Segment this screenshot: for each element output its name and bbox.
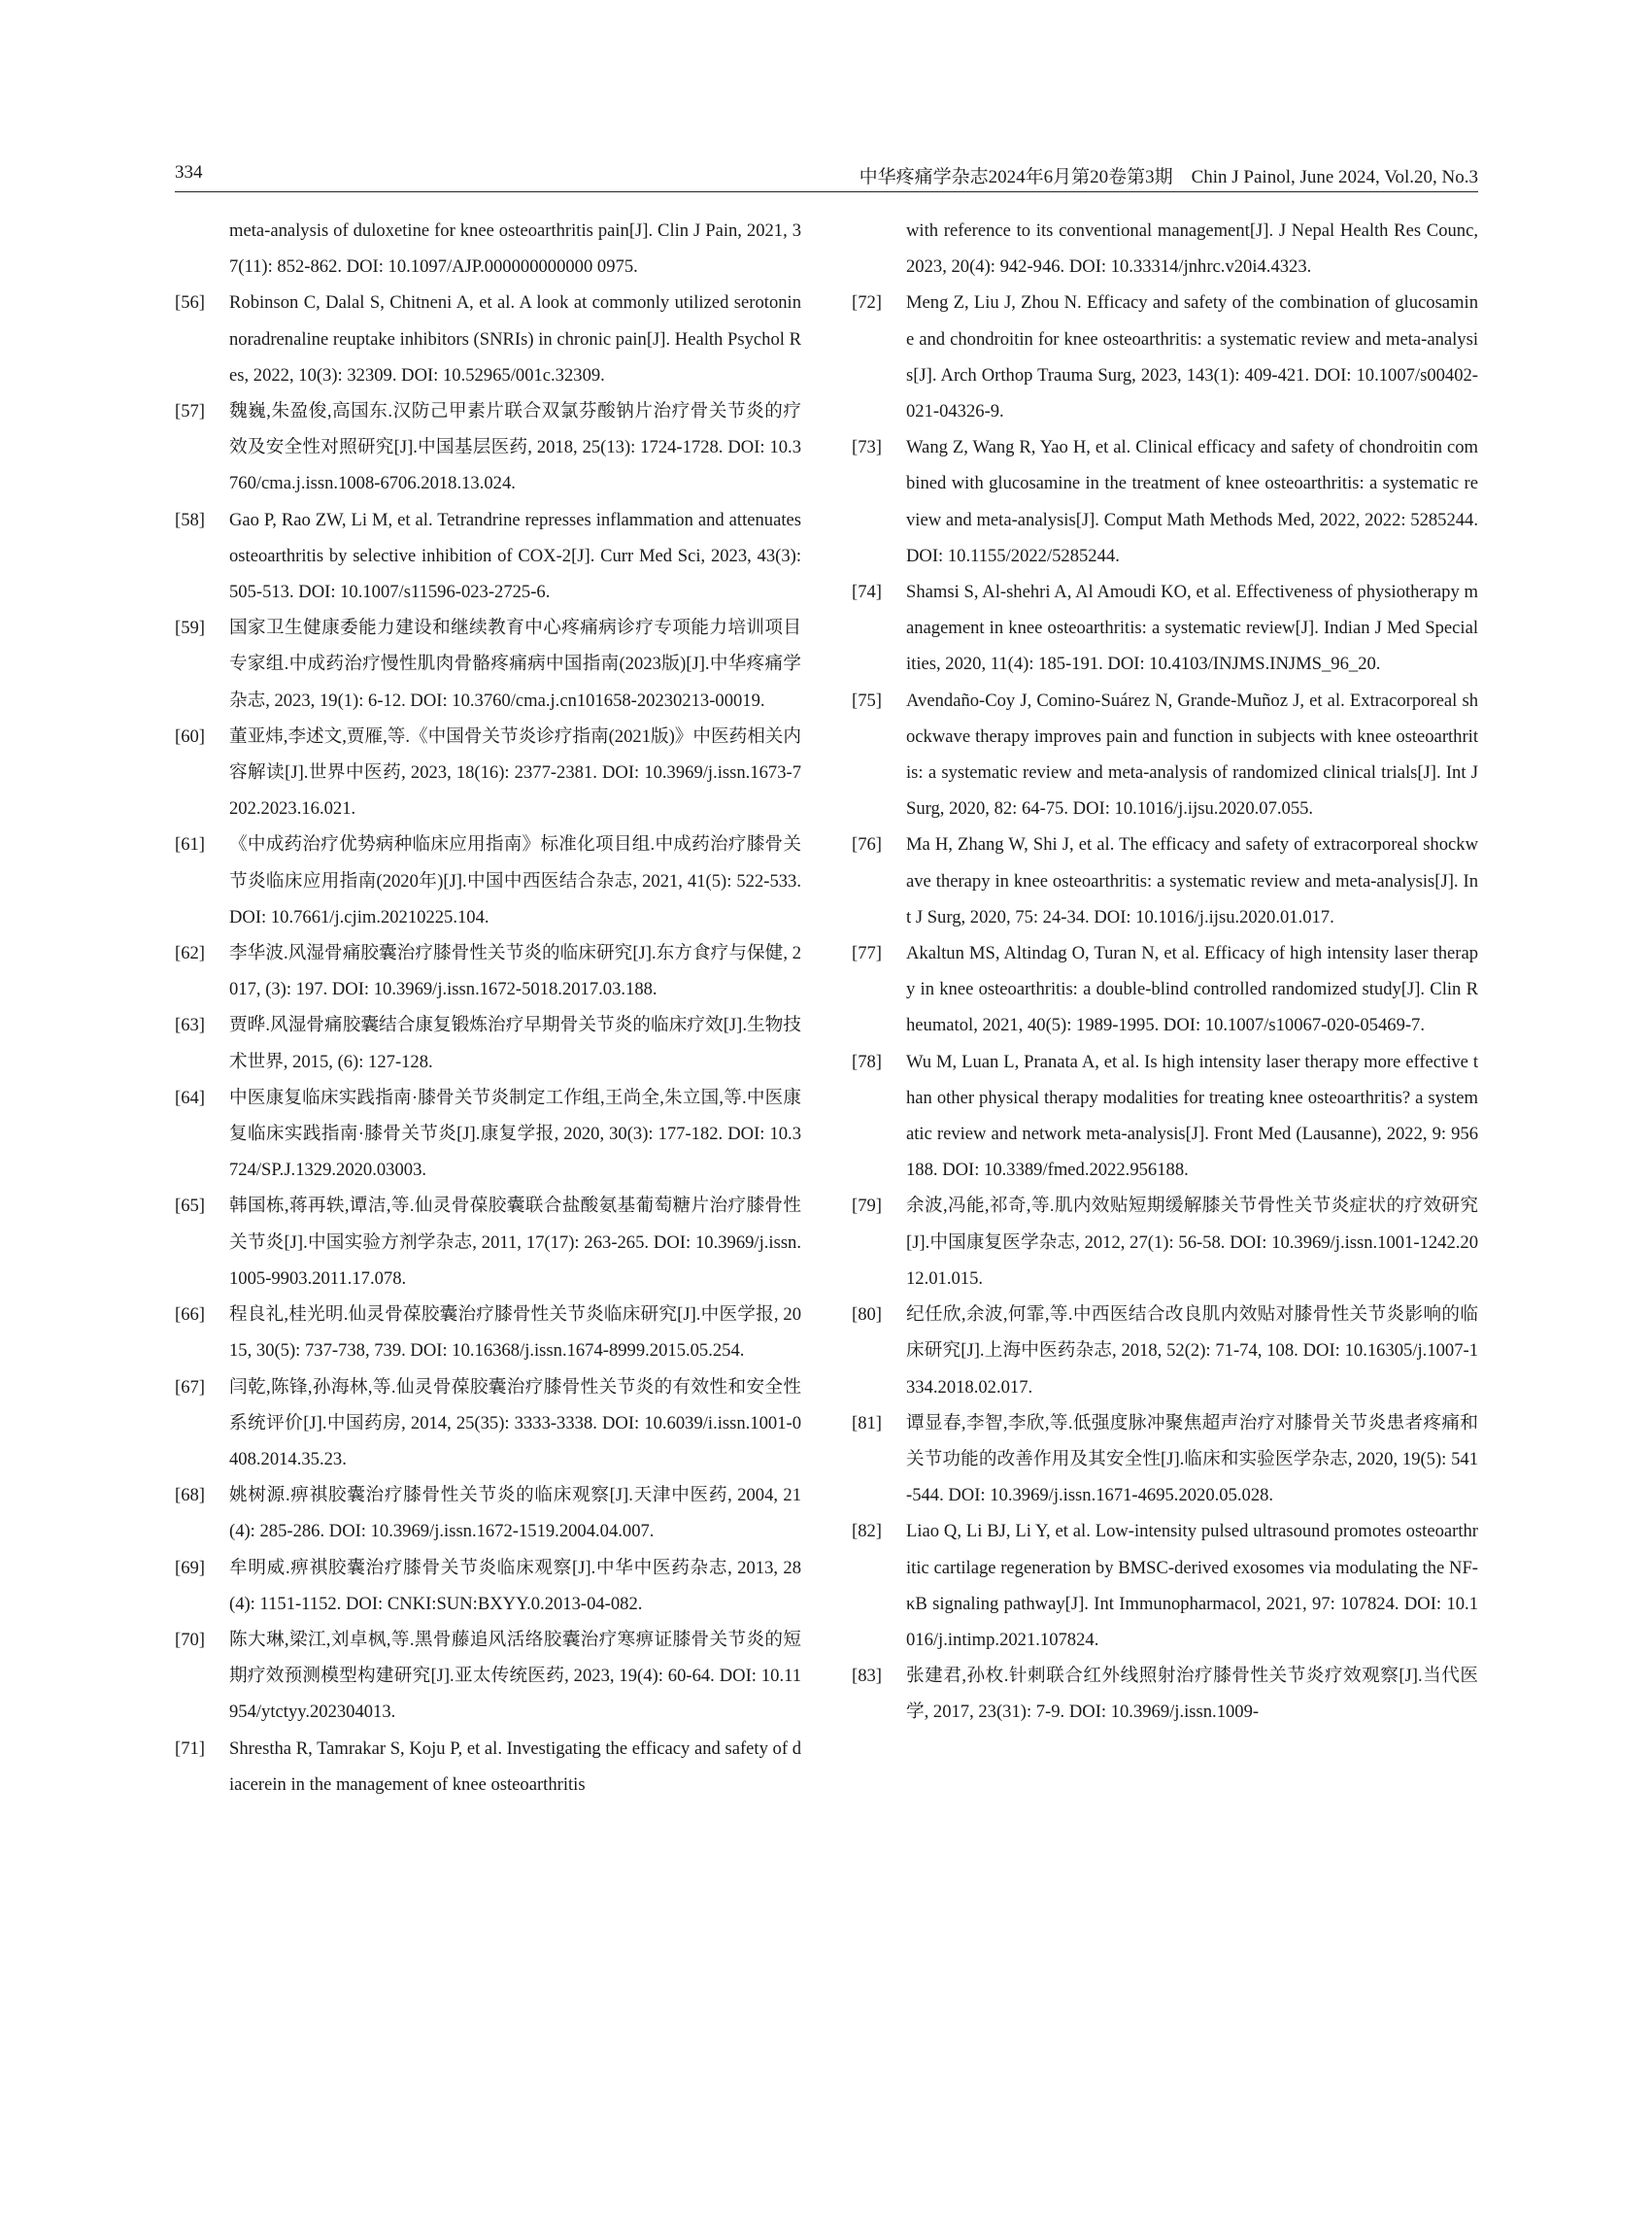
reference-number: [57] (175, 401, 205, 422)
reference-entry (175, 285, 801, 393)
reference-text: Shrestha R, Tamrakar S, Koju P, et al. Investigating the efficacy and safety of diacerein in the management of knee osteoarthritis (229, 1737, 801, 1795)
reference-number: [65] (175, 1196, 205, 1217)
reference-number: [62] (175, 943, 205, 964)
reference-text: 李华波.风湿骨痛胶囊治疗膝骨性关节炎的临床研究[J].东方食疗与保健, 2017, (3): 197. DOI: 10.3969/j.issn.1672-5018.2017.03.188. (229, 943, 801, 1000)
reference-text: 牟明威.痹祺胶囊治疗膝骨关节炎临床观察[J].中华中医药杂志, 2013, 28(4): 1151-1152. DOI: CNKI:SUN:BXYY.0.2013-04-082. (229, 1557, 801, 1614)
reference-number: [78] (852, 1051, 882, 1072)
reference-entry (175, 1550, 801, 1622)
reference-entry (852, 285, 1478, 429)
reference-entry (852, 1044, 1478, 1189)
reference-text: 纪任欣,余波,何霏,等.中西医结合改良肌内效贴对膝骨性关节炎影响的临床研究[J].上海中医药杂志, 2018, 52(2): 71-74, 108. DOI: 10.16305/j.1007-1334.2018.02.017. (906, 1304, 1478, 1398)
reference-number: [66] (175, 1304, 205, 1326)
reference-number: [77] (852, 943, 882, 964)
reference-number: [67] (175, 1376, 205, 1398)
reference-text: 余波,冯能,祁奇,等.肌内效贴短期缓解膝关节骨性关节炎症状的疗效研究[J].中国康复医学杂志, 2012, 27(1): 56-58. DOI: 10.3969/j.issn.1001-1242.2012.01.015. (906, 1196, 1478, 1289)
reference-text: Wang Z, Wang R, Yao H, et al. Clinical efficacy and safety of chondroitin combined with glucosamine in the treatment of knee osteoarthritis: a systematic review and meta-analysis[J]. Comput Math Methods Med, 2022, 2022: 5285244. DOI: 10.1155/2022/5285244. (906, 437, 1478, 566)
reference-text: 《中成药治疗优势病种临床应用指南》标准化项目组.中成药治疗膝骨关节炎临床应用指南(2020年)[J].中国中西医结合杂志, 2021, 41(5): 522-533. DOI: 10.7661/j.cjim.20210225.104. (229, 834, 801, 927)
reference-text: 贾晔.风湿骨痛胶囊结合康复锻炼治疗早期骨关节炎的临床疗效[J].生物技术世界, 2015, (6): 127-128. (229, 1015, 801, 1072)
reference-text: Akaltun MS, Altindag O, Turan N, et al. Efficacy of high intensity laser therapy in knee osteoarthritis: a double-blind controlled randomized study[J]. Clin Rheumatol, 2021, 40(5): 1989-1995. DOI: 10.1007/s10067-020-05469-7. (906, 943, 1478, 1036)
reference-text: Wu M, Luan L, Pranata A, et al. Is high intensity laser therapy more effective than other physical therapy modalities for treating knee osteoarthritis? a systematic review and network meta-analysis[J]. Front Med (Lausanne), 2022, 9: 956188. DOI: 10.3389/fmed.2022.956188. (906, 1051, 1478, 1181)
reference-entry-continued (175, 213, 801, 285)
reference-text: 魏巍,朱盈俊,高国东.汉防己甲素片联合双氯芬酸钠片治疗骨关节炎的疗效及安全性对照研究[J].中国基层医药, 2018, 25(13): 1724-1728. DOI: 10.3760/cma.j.issn.1008-6706.2018.13.024. (229, 401, 801, 494)
reference-entry (175, 502, 801, 611)
reference-entry (852, 935, 1478, 1044)
reference-entry (175, 1297, 801, 1368)
reference-entry (175, 1369, 801, 1478)
reference-text: 程良礼,桂光明.仙灵骨葆胶囊治疗膝骨性关节炎临床研究[J].中医学报, 2015, 30(5): 737-738, 739. DOI: 10.16368/j.issn.1674-8999.2015.05.254. (229, 1304, 801, 1362)
reference-entry (175, 1080, 801, 1189)
reference-text: Liao Q, Li BJ, Li Y, et al. Low-intensity pulsed ultrasound promotes osteoarthritic cartilage regeneration by BMSC-derived exosomes via modulating the NF-κB signaling pathway[J]. Int Immunopharmacol, 2021, 97: 107824. DOI: 10.1016/j.intimp.2021.107824. (906, 1521, 1478, 1650)
reference-entry (175, 1007, 801, 1079)
reference-text: 闫乾,陈锋,孙海林,等.仙灵骨葆胶囊治疗膝骨性关节炎的有效性和安全性系统评价[J].中国药房, 2014, 25(35): 3333-3338. DOI: 10.6039/i.issn.1001-0408.2014.35.23. (229, 1376, 801, 1469)
reference-text: with reference to its conventional management[J]. J Nepal Health Res Counc, 2023, 20(4): 942-946. DOI: 10.33314/jnhrc.v20i4.4323. (906, 220, 1478, 278)
reference-text: Ma H, Zhang W, Shi J, et al. The efficacy and safety of extracorporeal shockwave therapy in knee osteoarthritis: a systematic review and meta-analysis[J]. Int J Surg, 2020, 75: 24-34. DOI: 10.1016/j.ijsu.2020.01.017. (906, 834, 1478, 927)
reference-column-left (175, 213, 801, 1803)
reference-entry (852, 1405, 1478, 1514)
reference-number: [83] (852, 1666, 882, 1687)
reference-text: 张建君,孙枚.针刺联合红外线照射治疗膝骨性关节炎疗效观察[J].当代医学, 2017, 23(31): 7-9. DOI: 10.3969/j.issn.1009- (906, 1666, 1478, 1723)
reference-entry (852, 826, 1478, 935)
reference-number: [68] (175, 1485, 205, 1506)
reference-entry (175, 935, 801, 1007)
running-header (175, 158, 1478, 192)
reference-entry (852, 1188, 1478, 1297)
reference-number: [75] (852, 690, 882, 711)
reference-text: 韩国栋,蒋再轶,谭洁,等.仙灵骨葆胶囊联合盐酸氨基葡萄糖片治疗膝骨性关节炎[J].中国实验方剂学杂志, 2011, 17(17): 263-265. DOI: 10.3969/j.issn.1005-9903.2011.17.078. (229, 1196, 801, 1289)
reference-text: 国家卫生健康委能力建设和继续教育中心疼痛病诊疗专项能力培训项目专家组.中成药治疗慢性肌肉骨骼疼痛病中国指南(2023版)[J].中华疼痛学杂志, 2023, 19(1): 6-12. DOI: 10.3760/cma.j.cn101658-20230213-00019. (229, 618, 801, 711)
reference-number: [81] (852, 1412, 882, 1433)
reference-entry (175, 719, 801, 827)
reference-entry-continued (852, 213, 1478, 285)
reference-entry (852, 1513, 1478, 1658)
reference-entry (175, 1731, 801, 1803)
reference-entry (175, 393, 801, 502)
reference-entry (175, 1188, 801, 1297)
reference-number: [82] (852, 1521, 882, 1542)
reference-number: [61] (175, 834, 205, 856)
reference-entry (852, 683, 1478, 827)
reference-entry (175, 1477, 801, 1549)
reference-number: [76] (852, 834, 882, 856)
reference-text: Robinson C, Dalal S, Chitneni A, et al. A look at commonly utilized serotonin noradrenaline reuptake inhibitors (SNRIs) in chronic pain[J]. Health Psychol Res, 2022, 10(3): 32309. DOI: 10.52965/001c.32309. (229, 292, 801, 386)
reference-text: meta-analysis of duloxetine for knee osteoarthritis pain[J]. Clin J Pain, 2021, 37(11): 852-862. DOI: 10.1097/AJP.000000000000 0975. (229, 220, 801, 278)
page-number: 334 (175, 162, 203, 183)
reference-number: [80] (852, 1304, 882, 1326)
reference-number: [56] (175, 292, 205, 314)
reference-entry (175, 1622, 801, 1731)
reference-entry (852, 574, 1478, 683)
reference-text: 谭显春,李智,李欣,等.低强度脉冲聚焦超声治疗对膝骨关节炎患者疼痛和关节功能的改善作用及其安全性[J].临床和实验医学杂志, 2020, 19(5): 541-544. DOI: 10.3969/j.issn.1671-4695.2020.05.028. (906, 1412, 1478, 1506)
reference-text: Gao P, Rao ZW, Li M, et al. Tetrandrine represses inflammation and attenuates osteoarthritis by selective inhibition of COX-2[J]. Curr Med Sci, 2023, 43(3): 505-513. DOI: 10.1007/s11596-023-2725-6. (229, 509, 801, 603)
reference-number: [79] (852, 1196, 882, 1217)
reference-number: [71] (175, 1737, 205, 1759)
reference-entry (852, 429, 1478, 574)
reference-number: [64] (175, 1087, 205, 1108)
reference-entry (852, 1658, 1478, 1730)
reference-number: [58] (175, 509, 205, 530)
reference-text: 姚树源.痹祺胶囊治疗膝骨性关节炎的临床观察[J].天津中医药, 2004, 21(4): 285-286. DOI: 10.3969/j.issn.1672-1519.2004.04.007. (229, 1485, 801, 1542)
reference-entry (175, 610, 801, 719)
reference-number: [74] (852, 582, 882, 603)
reference-text: 董亚炜,李述文,贾雁,等.《中国骨关节炎诊疗指南(2021版)》中医药相关内容解读[J].世界中医药, 2023, 18(16): 2377-2381. DOI: 10.3969/j.issn.1673-7202.2023.16.021. (229, 725, 801, 820)
reference-number: [69] (175, 1557, 205, 1578)
reference-entry (852, 1297, 1478, 1405)
reference-number: [70] (175, 1629, 205, 1650)
reference-text: 陈大琳,梁江,刘卓枫,等.黑骨藤追风活络胶囊治疗寒痹证膝骨关节炎的短期疗效预测模型构建研究[J].亚太传统医药, 2023, 19(4): 60-64. DOI: 10.11954/ytctyy.202304013. (229, 1629, 801, 1723)
reference-text: 中医康复临床实践指南·膝骨关节炎制定工作组,王尚全,朱立国,等.中医康复临床实践指南·膝骨关节炎[J].康复学报, 2020, 30(3): 177-182. DOI: 10.3724/SP.J.1329.2020.03003. (229, 1087, 801, 1181)
reference-number: [59] (175, 618, 205, 639)
journal-citation-line: 中华疼痛学杂志2024年6月第20卷第3期 Chin J Painol, June 2024, Vol.20, No.3 (859, 167, 1478, 187)
reference-number: [73] (852, 437, 882, 458)
reference-number: [72] (852, 292, 882, 314)
reference-number: [63] (175, 1015, 205, 1036)
reference-text: Shamsi S, Al-shehri A, Al Amoudi KO, et al. Effectiveness of physiotherapy management in knee osteoarthritis: a systematic review[J]. Indian J Med Specialities, 2020, 11(4): 185-191. DOI: 10.4103/INJMS.INJMS_96_20. (906, 582, 1478, 675)
reference-text: Avendaño-Coy J, Comino-Suárez N, Grande-Muñoz J, et al. Extracorporeal shockwave therapy improves pain and function in subjects with knee osteoarthritis: a systematic review and meta-analysis of randomized clinical trials[J]. Int J Surg, 2020, 82: 64-75. DOI: 10.1016/j.ijsu.2020.07.055. (906, 690, 1478, 820)
reference-text: Meng Z, Liu J, Zhou N. Efficacy and safety of the combination of glucosamine and chondroitin for knee osteoarthritis: a systematic review and meta-analysis[J]. Arch Orthop Trauma Surg, 2023, 143(1): 409-421. DOI: 10.1007/s00402-021-04326-9. (906, 292, 1478, 422)
reference-column-right (852, 213, 1478, 1731)
reference-entry (175, 826, 801, 935)
reference-number: [60] (175, 725, 205, 747)
